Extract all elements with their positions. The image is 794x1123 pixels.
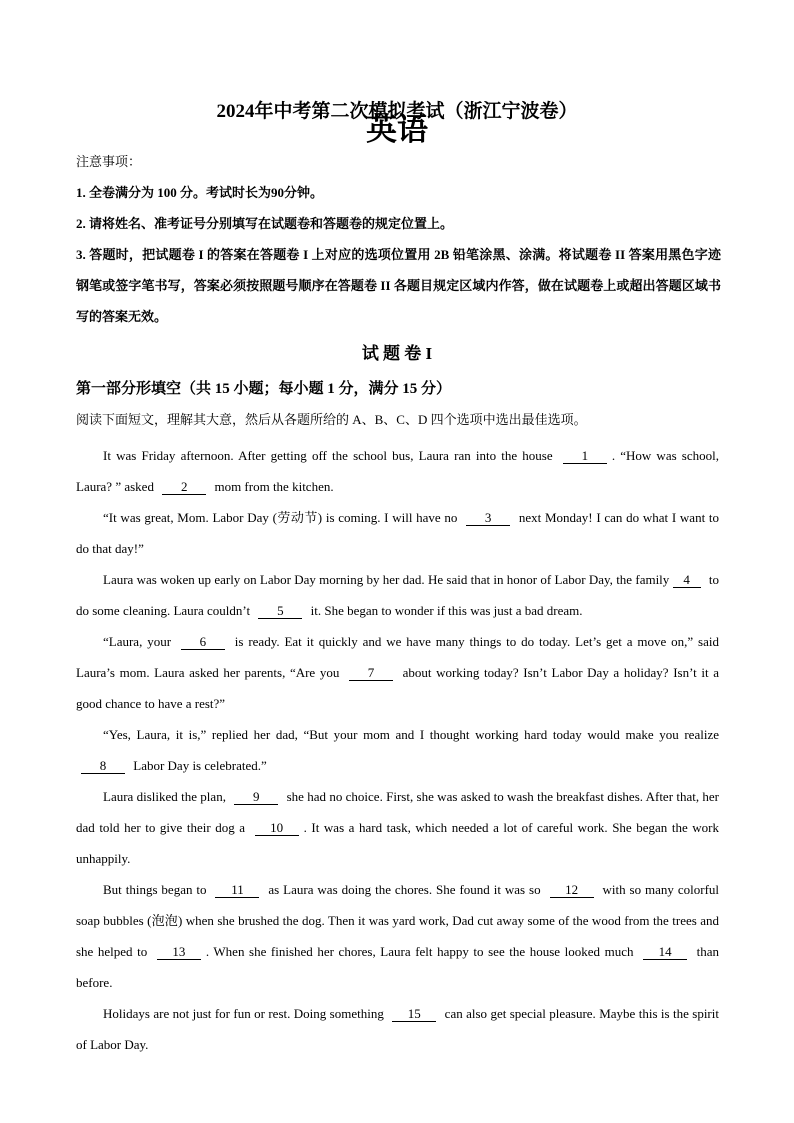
text-segment: “It was great, Mom. Labor Day (劳动节) is coming. I will have no — [103, 510, 458, 525]
text-segment: is ready. Eat it quickly and we have many things to do today. Let’s get a move on,” said Laura’s mom. Laura asked her parents, “Are you — [76, 634, 719, 680]
answer-blank: 8 — [81, 759, 125, 774]
text-segment: But things began to — [103, 882, 207, 897]
notes-heading: 注意事项： — [76, 154, 142, 169]
text-segment: Holidays are not just for fun or rest. Doing something — [103, 1006, 384, 1021]
instruction: 阅读下面短文，理解其大意，然后从各题所给的 A、B、C、D 四个选项中选出最佳选项。 — [76, 412, 587, 427]
section-heading: 试 题 卷 I — [361, 344, 433, 363]
text-segment: she had no choice. First, she was asked to wash the breakfast dishes. After that, her dad told her to give their dog a — [76, 789, 720, 835]
text-segment: . “How was school, Laura? ” asked — [76, 448, 720, 494]
text-segment: can also get special pleasure. Maybe this is the spirit of Labor Day. — [76, 1006, 719, 1052]
answer-blank: 2 — [162, 480, 206, 495]
paragraph — [76, 626, 719, 719]
text-segment: with so many colorful soap bubbles (泡泡) when she brushed the dog. Then it was yard work, Dad cut away some of the wood from the trees and she helped to — [76, 882, 720, 959]
note-item: 2. 请将姓名、准考证号分别填写在试题卷和答题卷的规定位置上。 — [76, 216, 454, 231]
answer-blank: 1 — [563, 449, 607, 464]
answer-blank: 15 — [392, 1007, 436, 1022]
text-segment: Labor Day is celebrated.” — [133, 758, 267, 773]
text-segment: . It was a hard task, which needed a lot of careful work. She began the work unhappily. — [76, 820, 720, 866]
answer-blank: 6 — [181, 635, 225, 650]
paragraph — [76, 874, 719, 998]
passage — [76, 440, 719, 1060]
paragraph — [76, 998, 719, 1060]
subject-title: 英语 — [366, 112, 428, 147]
paragraph — [76, 440, 719, 502]
text-segment: mom from the kitchen. — [214, 479, 334, 494]
text-segment: Laura was woken up early on Labor Day morning by her dad. He said that in honor of Labor Day, the family — [103, 572, 670, 587]
note-item: 3. 答题时，把试题卷 I 的答案在答题卷 I 上对应的选项位置用 2B 铅笔涂黑、涂满。将试题卷 II 答案用黑色字迹钢笔或签字笔书写，答案必须按照题号顺序在答题卷 II 各题目规定区域内作答，做在试题卷上或超出答题区域书写的答案无效。 — [76, 247, 721, 324]
text-segment: than before. — [76, 944, 720, 990]
answer-blank: 9 — [234, 790, 278, 805]
text-segment: . When she finished her chores, Laura felt happy to see the house looked much — [205, 944, 634, 959]
text-segment: it. She began to wonder if this was just a bad dream. — [310, 603, 583, 618]
answer-blank: 11 — [215, 883, 259, 898]
answer-blank: 4 — [673, 573, 701, 588]
notes — [76, 146, 721, 332]
paragraph — [76, 781, 719, 874]
answer-blank: 14 — [643, 945, 687, 960]
answer-blank: 5 — [258, 604, 302, 619]
text-segment: as Laura was doing the chores. She found it was so — [268, 882, 541, 897]
text-segment: “Yes, Laura, it is,” replied her dad, “But your mom and I thought working hard today would make you realize — [103, 727, 719, 742]
answer-blank: 12 — [550, 883, 594, 898]
answer-blank: 7 — [349, 666, 393, 681]
paragraph — [76, 719, 719, 781]
part-title: 第一部分形填空（共 15 小题；每小题 1 分，满分 15 分） — [76, 381, 452, 397]
answer-blank: 10 — [255, 821, 299, 836]
exam-title: 2024年中考第二次模拟考试（浙江宁波卷） — [216, 101, 578, 122]
paragraph — [76, 502, 719, 564]
answer-blank: 13 — [157, 945, 201, 960]
text-segment: It was Friday afternoon. After getting off the school bus, Laura ran into the house — [103, 448, 553, 463]
answer-blank: 3 — [466, 511, 510, 526]
text-segment: Laura disliked the plan, — [103, 789, 226, 804]
text-segment: about working today? Isn’t Labor Day a holiday? Isn’t it a good chance to have a rest?” — [76, 665, 720, 711]
paragraph — [76, 564, 719, 626]
text-segment: “Laura, your — [103, 634, 172, 649]
text-segment: to do some cleaning. Laura couldn’t — [76, 572, 720, 618]
note-item: 1. 全卷满分为 100 分。考试时长为90分钟。 — [76, 185, 324, 200]
text-segment: next Monday! I can do what I want to do that day!” — [76, 510, 720, 556]
